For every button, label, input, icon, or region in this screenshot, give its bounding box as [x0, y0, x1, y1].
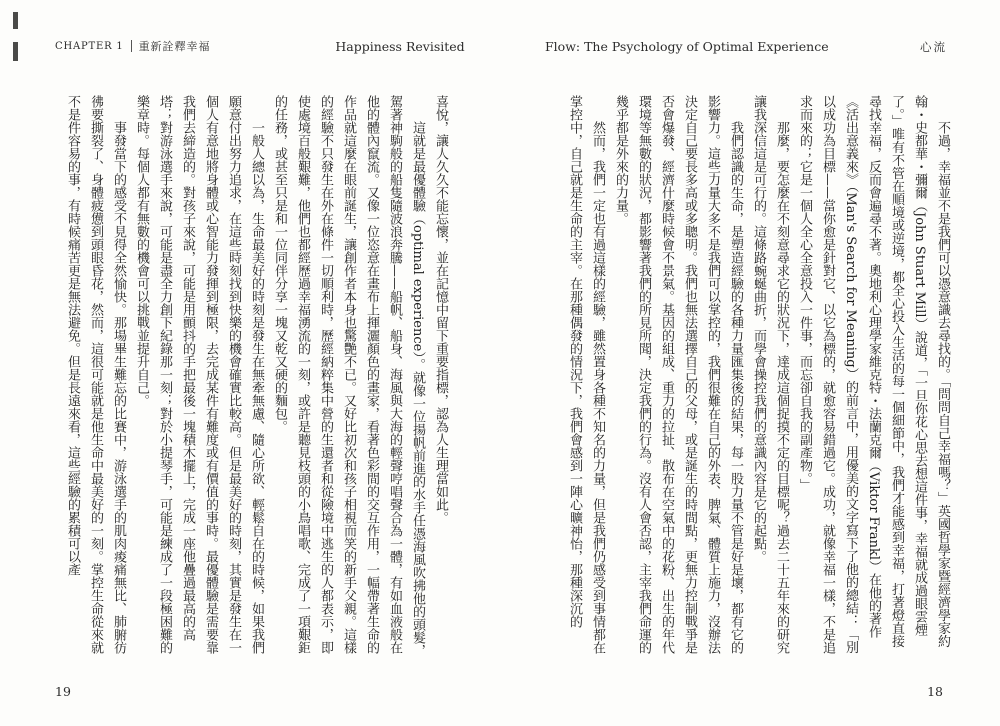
paragraph: 一般人總以為，生命最美好的時刻是發生在無牽無慮、隨心所欲、輕鬆自在的時候，如果我們願意付出努力追求，在這些時刻找到快樂的機會確實比較高。但是最美好的時刻，其實是發生在一個人有意地將身體或心智能力發揮到極限，去完成某件有難度或有價值的事時。最優體驗是需要靠我們去締造的。對孩子來說，可能是用顫抖的手把最後一塊積木擺上，完成一座他疊過最高的高塔；對游泳選手來說，可能是盡全力創下紀錄那一刻；對於小提琴手，可能是練成了一段極困難的樂章時。每個人都有無數的機會可以挑戰並提升自己。	[134, 95, 264, 654]
paragraph: 喜悅，讓人久久不能忘懷，並在記憶中留下重要指標，認為人生理當如此。	[433, 95, 448, 524]
chapter-label: CHAPTER 1	[55, 40, 124, 52]
paragraph: 那麼，要怎麼在不刻意尋求它的狀況下，達成這個捉摸不定的目標呢？過去二十五年來的研究讓我深信這是可行的。這條路蜿蜒曲折，而學會操控我們的意識內容是它的起點。	[751, 95, 789, 654]
page-18-body	[542, 95, 954, 657]
paragraph: 我們認識的生命，是塑造經驗的各種力量匯集後的結果，每一股力量不管是好是壞，都有它的影響力。這些力量大多不是我們可以掌控的，我們很難在自己的外表、脾氣、體質上施力，沒辦法決定自己要長多高或多聰明。我們也無法選擇自己的父母，或是誕生的時間點，更無力控制戰爭是否會爆發、經濟什麼時候會不景氣。基因的組成、重力的拉扯、散布在空氣中的花粉、出生的年代環境等無數的狀況，都影響著我們的所見所聞，決定我們的行為。沒有人會否認，主宰我們命運的幾乎都是外來的力量。	[613, 95, 743, 654]
paragraph: 事發當下的感受不見得全然愉快。那場畢生難忘的比賽中，游泳選手的肌肉痠痛無比、肺腑彷彿要撕裂了、身體疲憊到頭眼昏花，然而，這很可能就是他生命中最美好的一刻。掌控生命從來就不是件容易的事，有時候痛苦更是無法避免。但是長遠來看，這些經驗的累積可以產	[65, 95, 126, 654]
chapter-title: 重新詮釋幸福	[138, 40, 211, 53]
running-head	[0, 38, 1000, 54]
chapter-info	[55, 38, 211, 54]
section-title-english: Happiness Revisited	[335, 39, 465, 54]
page-edge-mark	[13, 12, 18, 29]
chapter-divider	[131, 40, 132, 52]
book-title-chinese: 心流	[920, 40, 947, 54]
paragraph: 這就是最優體驗（optimal experience）。就像一位揚帆前進的水手任憑海風吹拂他的頭髮，駕著神駒般的船隻隨波浪奔騰——船帆、船身、海風與大海的輕聲哼唱聲合為一體，有如血液般在他的體內竄流。又像一位恣意在畫布上揮灑顏色的畫家，看著色彩間的交互作用，一幅帶著生命的作品就這麼在眼前誕生，讓創作者本身也驚艷不已。又好比初次和孩子相視而笑的新手父親。這樣的經驗不只發生在外在條件一切順利時，歷經納粹集中營的生還者和從險境中逃生的人都表示，即使處境百般艱難，他們也都經歷過幸福湧流的一刻，或許是聽見枝頭的小鳥唱歌、完成了一項艱鉅的任務，或甚至只是和一位同伴分享一塊又乾又硬的麵包。	[272, 95, 425, 657]
paragraph: 然而，我們一定也有過這樣的經驗，雖然置身各種不知名的力量，但是我們仍感受到事情都在掌控中，自己就是生命的主宰。在那種偶發的情況下，我們會感到一陣心曠神怡，那種深沉的	[567, 95, 605, 654]
page-number-left: 19	[55, 684, 71, 699]
paragraph: 不過，幸福並不是我們可以憑意識去尋找的。「問問自己幸福嗎？」英國哲學家暨經濟學家約翰・史都華・彌爾（John Stuart Mill）說道，「一旦你花心思去想這件事，幸福就成過眼雲煙了。」唯有不管在順境或逆境，都全心投入生活的每一個細節中，我們才能感到幸福，打著燈直接尋找幸福，反而會遍尋不著。奧地利心理學家維克特・法蘭克爾（Viktor Frankl）在他的著作《活出意義來》（Man's Search for Meaning）的前言中，用優美的文字寫下了他的總結：「別以成功為目標——當你愈是針對它、以它為標的，就愈容易錯過它。成功，就像幸福一樣，不是追求而來的；它是一個人全心全意投入一件事，而忘卻自我的副產物。」	[797, 95, 950, 654]
page-19-body	[40, 95, 452, 657]
book-title-english: Flow: The Psychology of Optimal Experience	[545, 39, 829, 54]
page-number-right: 18	[927, 684, 943, 699]
